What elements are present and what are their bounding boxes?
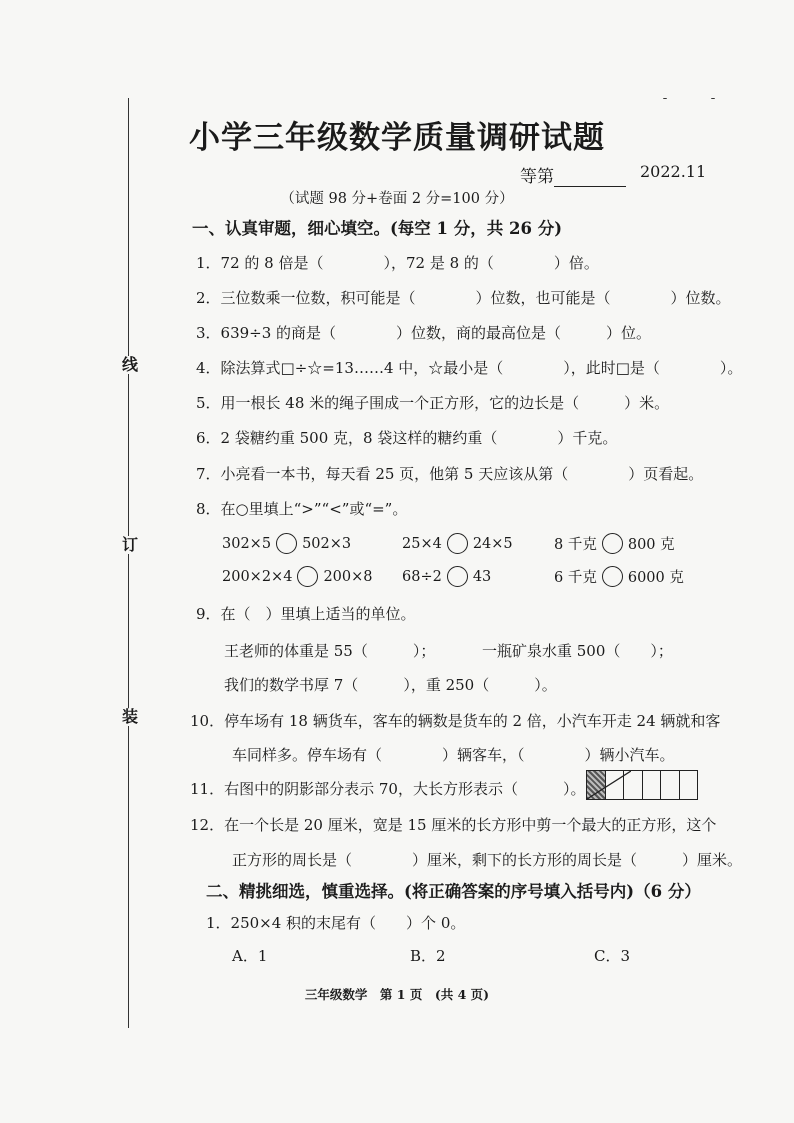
section2-heading: 二、精挑细选，慎重选择。(将正确答案的序号填入括号内)（6 分） [206,882,701,901]
compare-right: 800 克 [627,537,675,553]
question-1-10b: 车同样多。停车场有（ ）辆客车，（ ）辆小汽车。 [232,746,675,764]
compare-item [402,566,491,587]
compare-circle[interactable] [602,566,623,587]
question-1-10a: 10．停车场有 18 辆货车，客车的辆数是货车的 2 倍，小汽车开走 24 辆就和客 [190,712,721,730]
compare-right: 502×3 [302,535,352,552]
compare-left: 68÷2 [402,568,442,585]
compare-left: 200×2×4 [222,568,293,585]
compare-right: 24×5 [472,535,513,552]
compare-item [222,566,373,587]
question-1-2: 2．三位数乘一位数，积可能是（ ）位数，也可能是（ ）位数。 [196,289,731,307]
option-c[interactable]: C．3 [594,947,631,965]
rank-label: 等第 [520,167,554,187]
page-footer: 三年级数学 第 1 页 (共 4 页) [304,987,490,1002]
score-note: （试题 98 分+卷面 2 分=100 分） [280,191,514,207]
rect-cell [642,771,661,799]
compare-right: 200×8 [323,568,373,585]
compare-circle[interactable] [297,566,318,587]
compare-item [554,533,675,554]
question-1-3: 3．639÷3 的商是（ ）位数，商的最高位是（ ）位。 [196,324,652,342]
compare-circle[interactable] [447,566,468,587]
binding-label-middle: 订 [122,535,139,554]
compare-right: 6000 克 [627,570,684,586]
question-1-12a: 12．在一个长是 20 厘米，宽是 15 厘米的长方形中剪一个最大的正方形，这个 [190,816,717,834]
rect-cell [679,771,698,799]
question-1-5: 5．用一根长 48 米的绳子围成一个正方形，它的边长是（ ）米。 [196,394,670,412]
diagonal-line [587,771,631,799]
question-1-9a: 王老师的体重是 55（ ）； [224,642,436,660]
option-a[interactable]: A．1 [232,947,268,965]
question-1-6: 6．2 袋糖约重 500 克，8 袋这样的糖约重（ ）千克。 [196,429,618,447]
binding-label-bottom: 装 [122,707,139,726]
question-1-1: 1．72 的 8 倍是（ ），72 是 8 的（ ）倍。 [196,254,599,272]
compare-left: 8 千克 [554,537,597,553]
question-1-8: 8．在○里填上“>”“<”或“=”。 [196,500,408,518]
compare-right: 43 [472,568,492,585]
compare-circle[interactable] [602,533,623,554]
binding-label-top: 线 [122,355,139,374]
question-1-9: 9．在（ ）里填上适当的单位。 [196,605,416,623]
question-1-11: 11．右图中的阴影部分表示 70，大长方形表示（ ）。 [190,780,586,798]
rank-blank [554,172,626,187]
question-2-1: 1．250×4 积的末尾有（ ）个 0。 [206,914,466,932]
section1-heading: 一、认真审题，细心填空。(每空 1 分，共 26 分) [192,219,563,238]
corner-mark: ˉ [662,96,668,110]
compare-item [554,566,684,587]
question-1-9b: 一瓶矿泉水重 500（ ）； [482,642,673,660]
compare-left: 302×5 [222,535,272,552]
page-title: 小学三年级数学质量调研试题 [189,120,605,156]
compare-item [222,533,351,554]
option-b[interactable]: B．2 [410,947,446,965]
shaded-rectangle-figure [586,770,698,800]
rect-cell [660,771,679,799]
question-1-9c: 我们的数学书厚 7（ ），重 250（ ）。 [224,676,557,694]
exam-date: 2022.11 [640,162,707,181]
compare-left: 25×4 [402,535,442,552]
compare-circle[interactable] [276,533,297,554]
compare-left: 6 千克 [554,570,597,586]
compare-item [402,533,513,554]
question-1-12b: 正方形的周长是（ ）厘米，剩下的长方形的周长是（ ）厘米。 [232,851,743,869]
corner-mark: ˉ [710,96,716,110]
binding-line [128,98,129,1028]
rank-field [520,162,626,187]
question-1-7: 7．小亮看一本书，每天看 25 页，他第 5 天应该从第（ ）页看起。 [196,465,704,483]
compare-circle[interactable] [447,533,468,554]
question-1-4: 4．除法算式□÷☆=13……4 中，☆最小是（ ），此时□是（ ）。 [196,359,743,377]
